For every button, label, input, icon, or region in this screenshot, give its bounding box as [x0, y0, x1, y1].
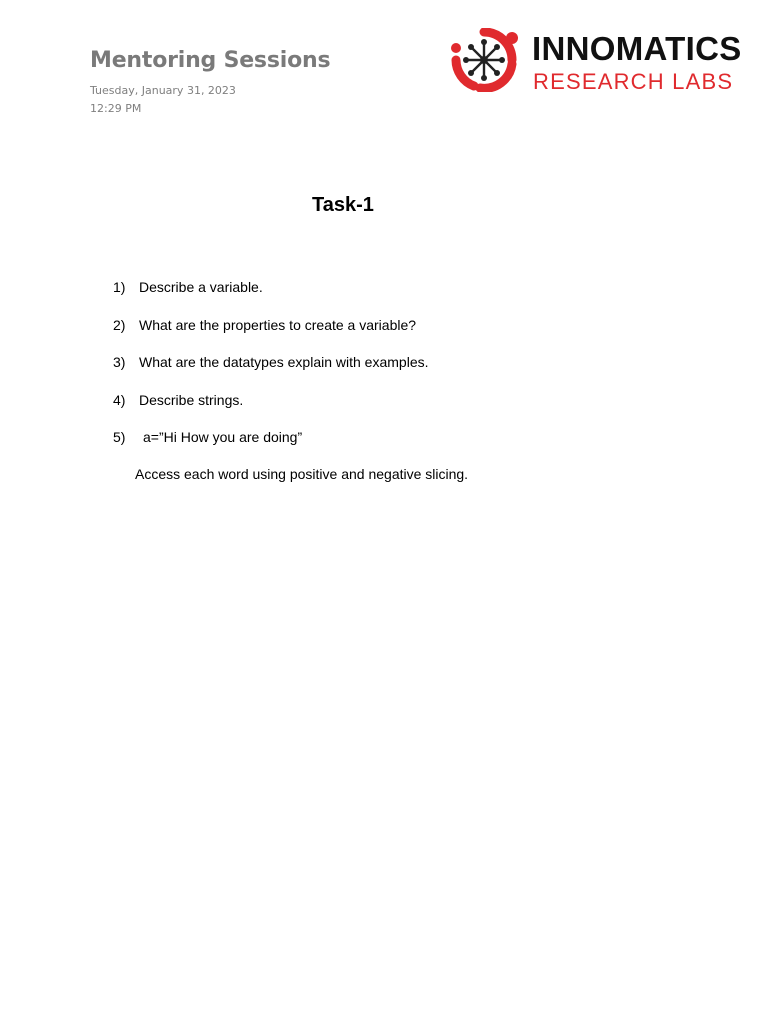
- logo-subtitle: RESEARCH LABS: [533, 69, 734, 94]
- page-title: Mentoring Sessions: [90, 48, 331, 73]
- question-number: 2): [113, 316, 126, 333]
- logo-wordmark: INNOMATICS: [532, 30, 742, 67]
- logo-emblem-icon: [446, 28, 522, 92]
- time-label: 12:29 PM: [90, 102, 142, 115]
- question-list: [113, 279, 429, 467]
- question-text: What are the properties to create a variable?: [139, 316, 417, 333]
- question-text: a=”Hi How you are doing”: [143, 429, 303, 445]
- question-text: Describe a variable.: [139, 279, 263, 295]
- question-followup: Access each word using positive and negative slicing.: [135, 466, 469, 482]
- task-heading: Task-1: [312, 194, 374, 216]
- question-text: What are the datatypes explain with examples.: [139, 354, 429, 370]
- innomatics-logo: [446, 28, 750, 94]
- question-number: 3): [113, 354, 126, 370]
- date-label: Tuesday, January 31, 2023: [90, 84, 236, 97]
- list-item: [113, 317, 429, 355]
- list-item: [113, 429, 429, 467]
- question-number: 4): [113, 391, 126, 408]
- question-number: 5): [113, 429, 126, 445]
- list-item: [113, 392, 429, 430]
- question-text: Describe strings.: [139, 391, 244, 408]
- list-item: [113, 354, 429, 392]
- question-number: 1): [113, 279, 126, 295]
- list-item: [113, 279, 429, 317]
